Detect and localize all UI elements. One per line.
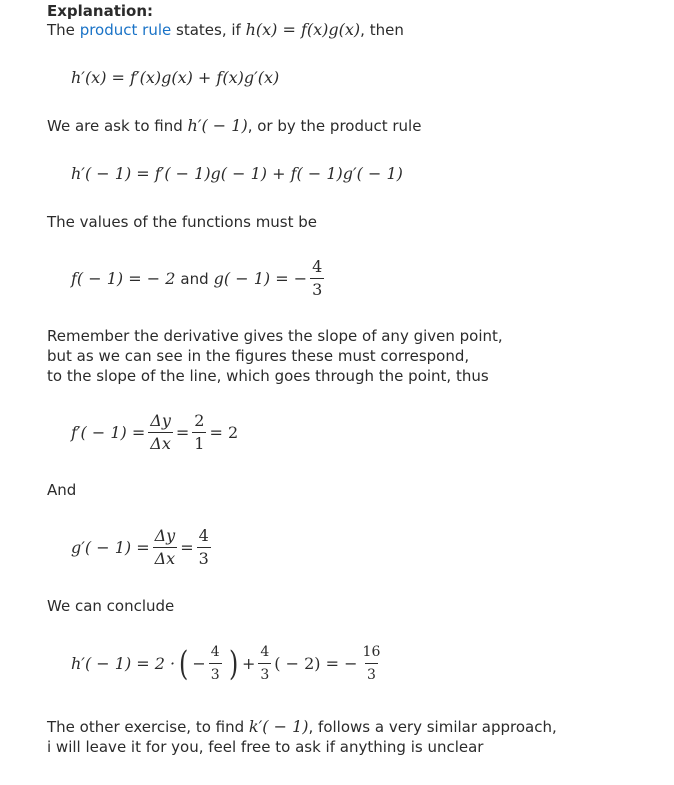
and-word: and <box>180 269 209 288</box>
product-rule-equation: h′(x) = f′(x)g(x) + f(x)g′(x) <box>71 68 280 87</box>
fraction-numerator: 4 <box>260 644 270 660</box>
closing-text-before: The other exercise, to find <box>47 718 245 736</box>
g-value: g( − 1) = − <box>213 269 308 288</box>
fraction-denominator: 3 <box>312 280 323 299</box>
delta-fraction <box>148 412 173 453</box>
find-line <box>47 116 421 136</box>
fraction-numerator: Δy <box>154 526 176 545</box>
fraction-four-thirds-second <box>258 643 271 684</box>
h-derivative-left: h′( − 1) = 2 · <box>71 654 176 673</box>
fraction-denominator: 1 <box>194 434 205 453</box>
function-values-equation <box>71 258 327 299</box>
fraction-four-thirds <box>209 643 222 684</box>
final-result-equation <box>71 643 385 684</box>
fraction-denominator: 3 <box>198 549 209 568</box>
close-paren: ) <box>228 643 238 684</box>
fraction-numerator: 4 <box>198 526 209 545</box>
intro-text-before: The <box>47 21 75 39</box>
intro-line <box>47 20 404 40</box>
find-text-before: We are ask to find <box>47 117 183 135</box>
fraction-numerator: 16 <box>362 644 381 660</box>
g-value-fraction <box>310 258 324 299</box>
f-derivative-equation <box>71 412 238 453</box>
closing-line-2: i will leave it for you, feel free to ask if anything is unclear <box>47 738 484 756</box>
slope-paragraph-line-3: to the slope of the line, which goes through the point, thus <box>47 367 489 385</box>
g-derivative-left: g′( − 1) = <box>71 538 150 557</box>
closing-line-1 <box>47 717 557 737</box>
equals-sign: = <box>175 423 190 442</box>
open-paren: ( <box>179 643 189 684</box>
f-derivative-result: = 2 <box>209 423 239 442</box>
final-fraction <box>361 643 383 684</box>
equals-sign: = <box>180 538 194 557</box>
find-text-after: , or by the product rule <box>247 117 422 135</box>
fraction-denominator: 3 <box>209 663 222 684</box>
fraction-numerator: Δy <box>150 411 171 430</box>
product-rule-link[interactable]: product rule <box>79 21 172 39</box>
fraction-denominator: Δx <box>150 434 171 453</box>
values-line: The values of the functions must be <box>47 213 318 231</box>
intro-math: h(x) = f(x)g(x) <box>245 20 361 39</box>
plus-sign: + <box>241 654 256 673</box>
fraction-numerator: 4 <box>312 257 323 276</box>
minus-sign: − <box>192 654 206 673</box>
find-math: h′( − 1) <box>187 116 248 135</box>
slope-paragraph-line-2: but as we can see in the figures these must correspond, <box>47 347 470 365</box>
intro-text-end: , then <box>360 21 404 39</box>
fraction-numerator: 2 <box>194 411 205 430</box>
final-middle: ( − 2) = − <box>274 654 358 673</box>
delta-fraction <box>153 527 178 568</box>
and-line: And <box>47 481 77 499</box>
f-derivative-left: f′( − 1) = <box>71 423 146 442</box>
fraction-denominator: 3 <box>258 663 271 684</box>
slope-fraction <box>192 412 206 453</box>
intro-text-after: states, if <box>176 21 241 39</box>
closing-math: k′( − 1) <box>248 717 309 736</box>
slope-fraction <box>197 527 211 568</box>
fraction-denominator: 3 <box>365 663 378 684</box>
slope-paragraph-line-1: Remember the derivative gives the slope of any given point, <box>47 327 503 345</box>
closing-text-after: , follows a very similar approach, <box>308 718 557 736</box>
fraction-numerator: 4 <box>210 644 220 660</box>
explanation-heading: Explanation: <box>47 2 154 20</box>
conclude-line: We can conclude <box>47 597 175 615</box>
f-value: f( − 1) = − 2 <box>71 269 176 288</box>
product-rule-at-minus-one: h′( − 1) = f′( − 1)g( − 1) + f( − 1)g′( − 1) <box>71 164 403 183</box>
g-derivative-equation <box>71 527 214 568</box>
fraction-denominator: Δx <box>154 549 176 568</box>
